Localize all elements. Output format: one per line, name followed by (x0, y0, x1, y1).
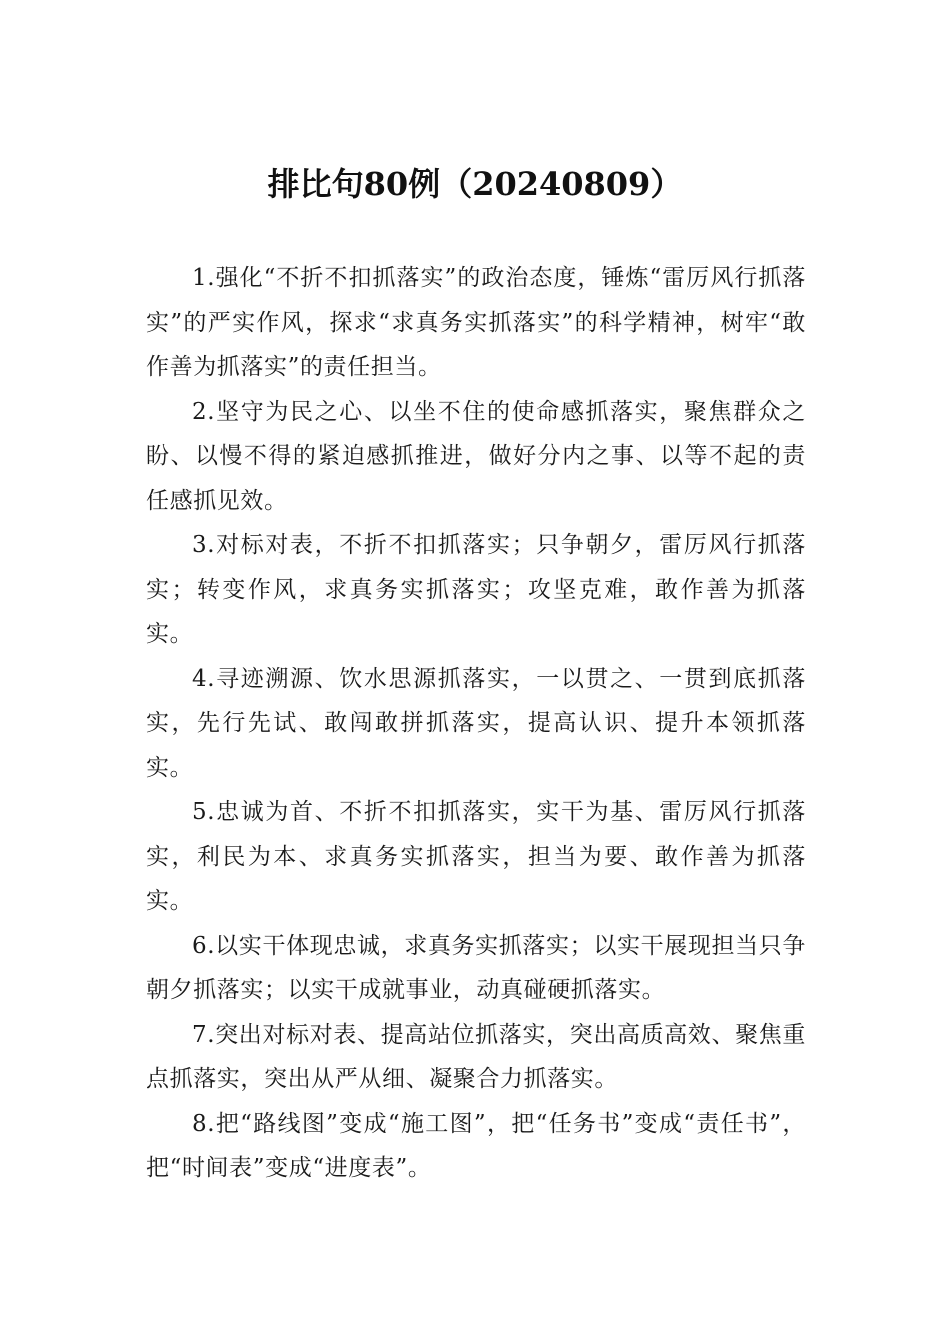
paragraph-2: 2.坚守为民之心、以坐不住的使命感抓落实，聚焦群众之盼、以慢不得的紧迫感抓推进，做好分内之事、以等不起的责任感抓见效。 (146, 398, 806, 514)
paragraph-8: 8.把“路线图”变成“施工图”，把“任务书”变成“责任书”，把“时间表”变成“进度表”。 (146, 1110, 806, 1181)
document-body (146, 256, 806, 1191)
paragraph-1: 1.强化“不折不扣抓落实”的政治态度，锤炼“雷厉风行抓落实”的严实作风，探求“求真务实抓落实”的科学精神，树牢“敢作善为抓落实”的责任担当。 (146, 265, 806, 380)
paragraph-3: 3.对标对表，不折不扣抓落实；只争朝夕，雷厉风行抓落实；转变作风，求真务实抓落实；攻坚克难，敢作善为抓落实。 (146, 532, 806, 647)
paragraph-7: 7.突出对标对表、提高站位抓落实，突出高质高效、聚焦重点抓落实，突出从严从细、凝聚合力抓落实。 (146, 1021, 806, 1092)
paragraph-6: 6.以实干体现忠诚，求真务实抓落实；以实干展现担当只争朝夕抓落实；以实干成就事业，动真碰硬抓落实。 (146, 932, 806, 1003)
paragraph-5: 5.忠诚为首、不折不扣抓落实，实干为基、雷厉风行抓落实，利民为本、求真务实抓落实，担当为要、敢作善为抓落实。 (146, 799, 806, 914)
document-title: 排比句80例（20240809） (267, 165, 683, 203)
paragraph-4: 4.寻迹溯源、饮水思源抓落实，一以贯之、一贯到底抓落实，先行先试、敢闯敢拼抓落实，提高认识、提升本领抓落实。 (146, 665, 806, 781)
